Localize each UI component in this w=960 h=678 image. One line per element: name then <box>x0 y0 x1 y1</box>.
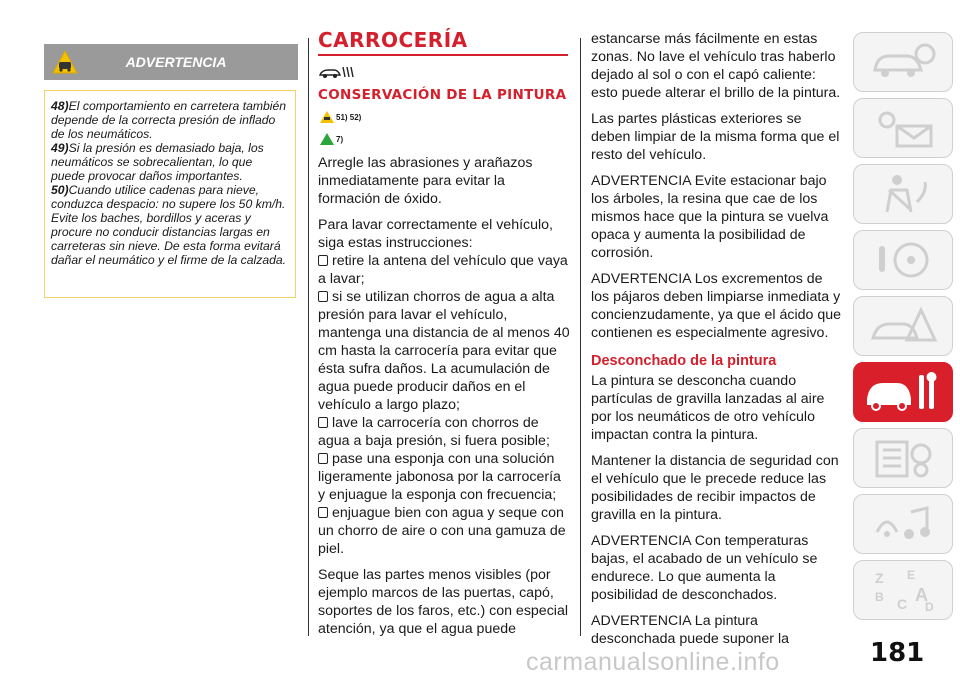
list-item: retire la antena del vehículo que vaya a lavar; <box>318 253 568 287</box>
watermark: carmanualsonline.info <box>526 648 780 676</box>
list-item: si se utilizan chorros de agua a alta presión para lavar el vehículo, mantenga una distancia de al menos 40 cm hasta la carrocería para evitar que ésta sufra daños. La acumulación de agua puede producir daños en el vehículo a largo plazo; <box>318 289 570 413</box>
car-wash-icon <box>318 64 358 80</box>
car-info-icon <box>867 40 939 84</box>
tab-dashboard[interactable] <box>853 32 953 92</box>
bullet-icon <box>318 255 328 266</box>
paragraph: estancarse más fácilmente en estas zonas. No lave el vehículo tras haberlo dejado al sol o con el capó caliente: esto puede alterar el brillo de la pintura. <box>591 31 841 101</box>
paragraph: Seque las partes menos visibles (por ejemplo marcos de las puertas, capó, soportes de los faros, etc.) con especial atención, ya que el agua puede <box>318 567 568 637</box>
warning-header <box>44 44 298 80</box>
multimedia-icon <box>867 502 939 546</box>
alphabet-index-icon <box>867 567 939 613</box>
bullet-icon <box>318 417 328 428</box>
warning-item: 49)Si la presión es demasiado baja, los neumáticos se sobrecalientan, lo que puede provocar daños importantes. <box>51 141 264 183</box>
bullet-icon <box>318 291 328 302</box>
paragraph: ADVERTENCIA La pintura desconchada puede suponer la <box>591 613 789 647</box>
breakdown-icon <box>867 304 939 348</box>
warning-item: 48)El comportamiento en carretera también depende de la correcta presión de inflado de los neumáticos. <box>51 99 287 141</box>
list-item: enjuague bien con agua y seque con un chorro de aire o con una gamuza de piel. <box>318 505 566 557</box>
tab-safety[interactable] <box>853 164 953 224</box>
column-divider <box>580 38 581 636</box>
paragraph: La pintura se desconcha cuando partículas de gravilla lanzadas al aire por los neumáticos de otro vehículo impactan contra la pintura. <box>591 373 825 443</box>
warning-triangle-icon <box>320 111 334 123</box>
tab-starting-driving[interactable] <box>853 230 953 290</box>
paragraph: Arregle las abrasiones y arañazos inmediatamente para evitar la formación de óxido. <box>318 155 533 207</box>
steering-wheel-icon <box>867 238 939 282</box>
svg-text:E: E <box>907 568 916 582</box>
bullet-icon <box>318 453 328 464</box>
tab-multimedia[interactable] <box>853 494 953 554</box>
seatbelt-icon <box>867 172 939 216</box>
paragraph: Para lavar correctamente el vehículo, siga estas instrucciones: <box>318 217 553 251</box>
chips-heading: Desconchado de la pintura <box>591 353 777 369</box>
list-item: pase una esponja con una solución ligeramente jabonosa por la carrocería y enjuague la esponja con frecuencia; <box>318 451 561 503</box>
wash-instructions-list <box>318 252 570 558</box>
tab-emergency[interactable] <box>853 296 953 356</box>
tab-index[interactable] <box>853 560 953 620</box>
warning-item: 50)Cuando utilice cadenas para nieve, conduzca despacio: no supere los 50 km/h. Evite los baches, bordillos y aceras y procure no conducir distancias largas en carreteras sin nieve. De esta forma evitará dañar el neumático y el firme de la calzada. <box>51 183 287 267</box>
tech-data-icon <box>867 436 939 480</box>
warning-triangle-icon <box>52 49 78 75</box>
svg-text:C: C <box>897 596 908 612</box>
paragraph: ADVERTENCIA Con temperaturas bajas, el acabado de un vehículo se endurece. Lo que aumenta la posibilidad de desconchados. <box>591 533 818 603</box>
body-text <box>318 154 570 638</box>
warning-reference: 51) 52) <box>320 108 570 126</box>
svg-text:A: A <box>915 585 928 605</box>
caution-triangle-icon <box>320 133 334 145</box>
right-column <box>591 30 843 656</box>
svg-text:Z: Z <box>875 570 884 586</box>
middle-column <box>318 28 570 646</box>
chapter-tabs <box>853 32 960 626</box>
tab-warning-lights[interactable] <box>853 98 953 158</box>
page-number: 181 <box>870 638 925 668</box>
svg-text:D: D <box>925 600 934 613</box>
paragraph: Las partes plásticas exteriores se deben limpiar de la misma forma que el resto del vehículo. <box>591 111 840 163</box>
paragraph: ADVERTENCIA Los excrementos de los pájaros deben limpiarse inmediata y concienzudamente, ya que el ácido que contienen es especialmente agresivo. <box>591 271 842 341</box>
paragraph: ADVERTENCIA Evite estacionar bajo los árboles, la resina que cae de los mismos hace que la pintura se vuelva opaca y aumenta la posibilidad de corrosión. <box>591 173 829 261</box>
caution-reference: 7) <box>320 130 570 148</box>
light-message-icon <box>867 106 939 150</box>
paragraph: Mantener la distancia de seguridad con el vehículo que le precede reduce las posibilidades de recibir impactos de gravilla en la pintura. <box>591 453 839 523</box>
column-divider <box>308 38 309 636</box>
svg-text:B: B <box>875 590 884 604</box>
warning-title: ADVERTENCIA <box>125 54 227 70</box>
car-wrench-icon <box>863 369 943 415</box>
section-rule <box>318 54 568 56</box>
warning-box <box>44 90 296 298</box>
tab-technical-data[interactable] <box>853 428 953 488</box>
subsection-title: CONSERVACIÓN DE LA PINTURA <box>318 87 567 103</box>
list-item: lave la carrocería con chorros de agua a baja presión, si fuera posible; <box>318 415 550 449</box>
section-title: CARROCERÍA <box>318 28 468 52</box>
bullet-icon <box>318 507 328 518</box>
tab-maintenance[interactable] <box>853 362 953 422</box>
